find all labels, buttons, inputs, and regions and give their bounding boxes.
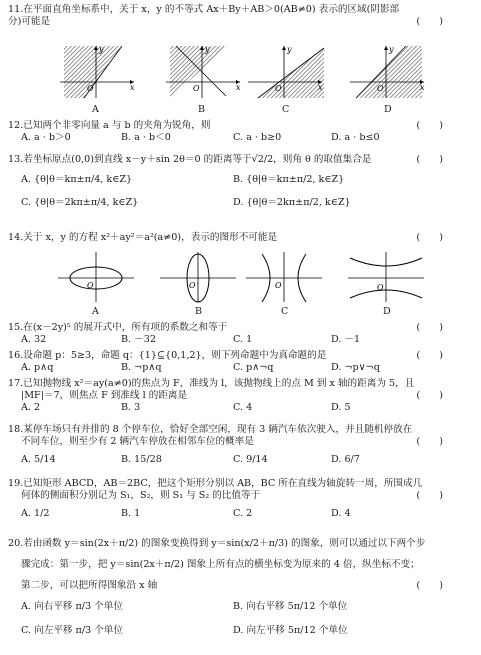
q16-option-a[interactable]: A. p∧q [21,361,54,373]
q16-option-c[interactable]: C. p∧¬q [233,361,274,373]
q17-option-b[interactable]: B. 3 [121,401,141,413]
q18-stem: 18.某停车场只有并排的 8 个停车位，恰好全部空闲，现有 3 辆汽车依次驶入，并且随机停放在 [8,424,413,435]
question-13: 13.若坐标原点(0,0)到直线 x－y＋sin 2θ＝0 的距离等于√2/2，则角 θ 的取值集合是 ( ) A. {θ|θ＝kπ±π/4, k∈Z} B. {θ|θ＝kπ±π/2, k∈Z} C. {θ|θ＝2kπ±π/4, k∈Z} D. {θ|θ＝2kπ±π/2, k∈Z} [8,154,443,208]
q18-option-b[interactable]: B. 15/28 [121,453,162,465]
svg-text:y: y [99,45,104,54]
q20-stem: 20.若由函数 y＝sin(2x＋π/2) 的图象变换得到 y＝sin(x/2＋π/3) 的图象，则可以通过以下两个步 [8,538,426,549]
q11-stem-cont: 分)可能是 [8,15,51,27]
q15-stem: 15.在(x－2y)⁵ 的展开式中，所有项的系数之和等于 [8,322,228,333]
question-12: 12.已知两个非零向量 a 与 b 的夹角为锐角，则 ( ) A. a · b＞0 B. a · b＜0 C. a · b≥0 D. a · b≤0 [8,120,443,143]
q14-figure-c [244,250,324,304]
q20-option-a[interactable]: A. 向右平移 π/3 个单位 [21,600,123,612]
q13-option-c[interactable]: C. {θ|θ＝2kπ±π/4, k∈Z} [21,196,139,208]
q19-option-b[interactable]: B. 1 [121,507,141,519]
q14-figure-d [346,250,426,304]
q19-option-c[interactable]: C. 2 [233,507,253,519]
question-16: 16.设命题 p：5≥3，命题 q：{1}⊆{0,1,2}，则下列命题中为真命题的是 ( ) A. p∧q B. ¬p∧q C. p∧¬q D. ¬p∨¬q [8,350,443,373]
q17-option-c[interactable]: C. 4 [233,401,253,413]
svg-text:x: x [236,83,241,92]
svg-text:x: x [318,83,323,92]
q11-label-b: B [198,104,205,115]
svg-text:x: x [420,83,425,92]
question-14: 14.关于 x，y 的方程 x²＋ay²＝a²(a≠0)，表示的图形不可能是 ( ) [8,232,443,243]
q16-option-b[interactable]: B. ¬p∧q [121,361,162,373]
svg-text:x: x [130,83,135,92]
question-18: 18.某停车场只有并排的 8 个停车位，恰好全部空闲，现有 3 辆汽车依次驶入，并且随机停放在 不同车位，则至少有 2 辆汽车停放在相邻车位的概率是 ( ) A. 5/14 B. 15/28 C. 9/14 D. 6/7 [8,424,443,465]
question-15: 15.在(x－2y)⁵ 的展开式中，所有项的系数之和等于 ( ) A. 32 B. －32 C. 1 D. －1 [8,322,443,345]
q15-option-b[interactable]: B. －32 [121,333,156,345]
q13-option-b[interactable]: B. {θ|θ＝kπ±π/2, k∈Z} [233,173,345,185]
origin-label: O [87,84,94,93]
q11-label-d: D [384,104,392,115]
q12-option-a[interactable]: A. a · b＞0 [21,131,71,143]
q14-label-b: B [195,306,202,317]
q16-option-d[interactable]: D. ¬p∨¬q [331,361,380,373]
q19-stem: 19.已知矩形 ABCD，AB＝2BC，把这个矩形分别以 AB，BC 所在直线为轴旋转一周，所围成几 [8,478,423,489]
q19-option-d[interactable]: D. 4 [331,507,351,519]
svg-text:y: y [287,45,292,54]
q12-option-d[interactable]: D. a · b≤0 [331,131,380,143]
q19-stem-cont: 何体的侧面积分别记为 S₁，S₂，则 S₁ 与 S₂ 的比值等于 [21,489,261,501]
q17-option-a[interactable]: A. 2 [21,401,41,413]
q20-option-b[interactable]: B. 向右平移 5π/12 个单位 [233,600,348,612]
q11-label-a: A [92,104,99,115]
q14-label-c: C [281,306,289,317]
q14-figure-a [56,250,136,304]
svg-text:O: O [377,84,384,93]
q18-option-d[interactable]: D. 6/7 [331,453,360,465]
q14-label-a: A [92,306,99,317]
q15-option-a[interactable]: A. 32 [21,333,47,345]
q12-option-b[interactable]: B. a · b＜0 [121,131,171,143]
question-17: 17.已知抛物线 x²＝ay(a≠0)的焦点为 F，准线为 l，该抛物线上的点 M 到 x 轴的距离为 5，且 |MF|＝7，则焦点 F 到准线 l 的距离是 ( ) A. 2 B. 3 C. 4 D. 5 [8,378,443,413]
q20-stem-2: 骤完成：第一步，把 y＝sin(2x＋π/2) 图象上所有点的横坐标变为原来的 4 倍，纵坐标不变； [21,558,420,570]
q11-figure-b [162,44,244,100]
question-11 [8,4,471,28]
svg-text:O: O [189,281,196,290]
q17-stem-cont: |MF|＝7，则焦点 F 到准线 l 的距离是 [21,389,188,401]
question-19: 19.已知矩形 ABCD，AB＝2BC，把这个矩形分别以 AB，BC 所在直线为轴旋转一周，所围成几 何体的侧面积分别记为 S₁，S₂，则 S₁ 与 S₂ 的比值等于 ( ) A. 1/2 B. 1 C. 2 D. 4 [8,478,443,519]
q11-figure-a [56,44,138,100]
q14-figure-b [158,250,238,304]
q20-option-c[interactable]: C. 向左平移 π/3 个单位 [21,624,123,636]
q13-stem: 13.若坐标原点(0,0)到直线 x－y＋sin 2θ＝0 的距离等于√2/2，则角 θ 的取值集合是 [8,154,372,165]
q19-option-a[interactable]: A. 1/2 [21,507,50,519]
svg-text:y: y [389,45,394,54]
svg-text:O: O [377,283,384,292]
q12-stem: 12.已知两个非零向量 a 与 b 的夹角为锐角，则 [8,120,211,131]
svg-text:O: O [275,84,282,93]
q15-option-d[interactable]: D. －1 [331,333,361,345]
q15-option-c[interactable]: C. 1 [233,333,253,345]
q18-stem-cont: 不同车位，则至少有 2 辆汽车停放在相邻车位的概率是 [21,435,254,447]
q17-option-d[interactable]: D. 5 [331,401,351,413]
svg-text:O: O [87,281,94,290]
q14-label-d: D [383,306,391,317]
q11-label-c: C [282,104,290,115]
q12-option-c[interactable]: C. a · b≥0 [233,131,282,143]
question-20: 20.若由函数 y＝sin(2x＋π/2) 的图象变换得到 y＝sin(x/2＋π/3) 的图象，则可以通过以下两个步 骤完成：第一步，把 y＝sin(2x＋π/2) 图象上所有点的横坐标变为原来的 4 倍，纵坐标不变； 第二步，可以把所得图象沿 x 轴 ( ) A. 向右平移 π/3 个单位 B. 向右平移 5π/12 个单位 C. 向左平移 π/3 个单位 D. 向左平移 5π/12 个单位 [8,538,443,636]
answer-paren: ( ) [416,15,443,27]
q14-stem: 14.关于 x，y 的方程 x²＋ay²＝a²(a≠0)，表示的图形不可能是 [8,232,278,243]
q13-option-a[interactable]: A. {θ|θ＝kπ±π/4, k∈Z} [21,173,133,185]
q20-stem-3: 第二步，可以把所得图象沿 x 轴 [21,579,158,591]
q18-option-a[interactable]: A. 5/14 [21,453,56,465]
q11-figure-c [244,44,326,100]
svg-text:O: O [193,84,200,93]
svg-text:y: y [205,45,210,54]
q16-stem: 16.设命题 p：5≥3，命题 q：{1}⊆{0,1,2}，则下列命题中为真命题的是 [8,350,327,361]
q17-stem: 17.已知抛物线 x²＝ay(a≠0)的焦点为 F，准线为 l，该抛物线上的点 M 到 x 轴的距离为 5，且 [8,378,415,389]
svg-text:O: O [275,281,282,290]
q20-option-d[interactable]: D. 向左平移 5π/12 个单位 [233,624,348,636]
q18-option-c[interactable]: C. 9/14 [233,453,268,465]
q13-option-d[interactable]: D. {θ|θ＝2kπ±π/2, k∈Z} [233,196,351,208]
q11-stem: 11.在平面直角坐标系中，关于 x，y 的不等式 Ax＋By＋AB＞0(AB≠0) 表示的区域(阴影部 [8,4,400,15]
q11-figure-d [346,44,428,100]
